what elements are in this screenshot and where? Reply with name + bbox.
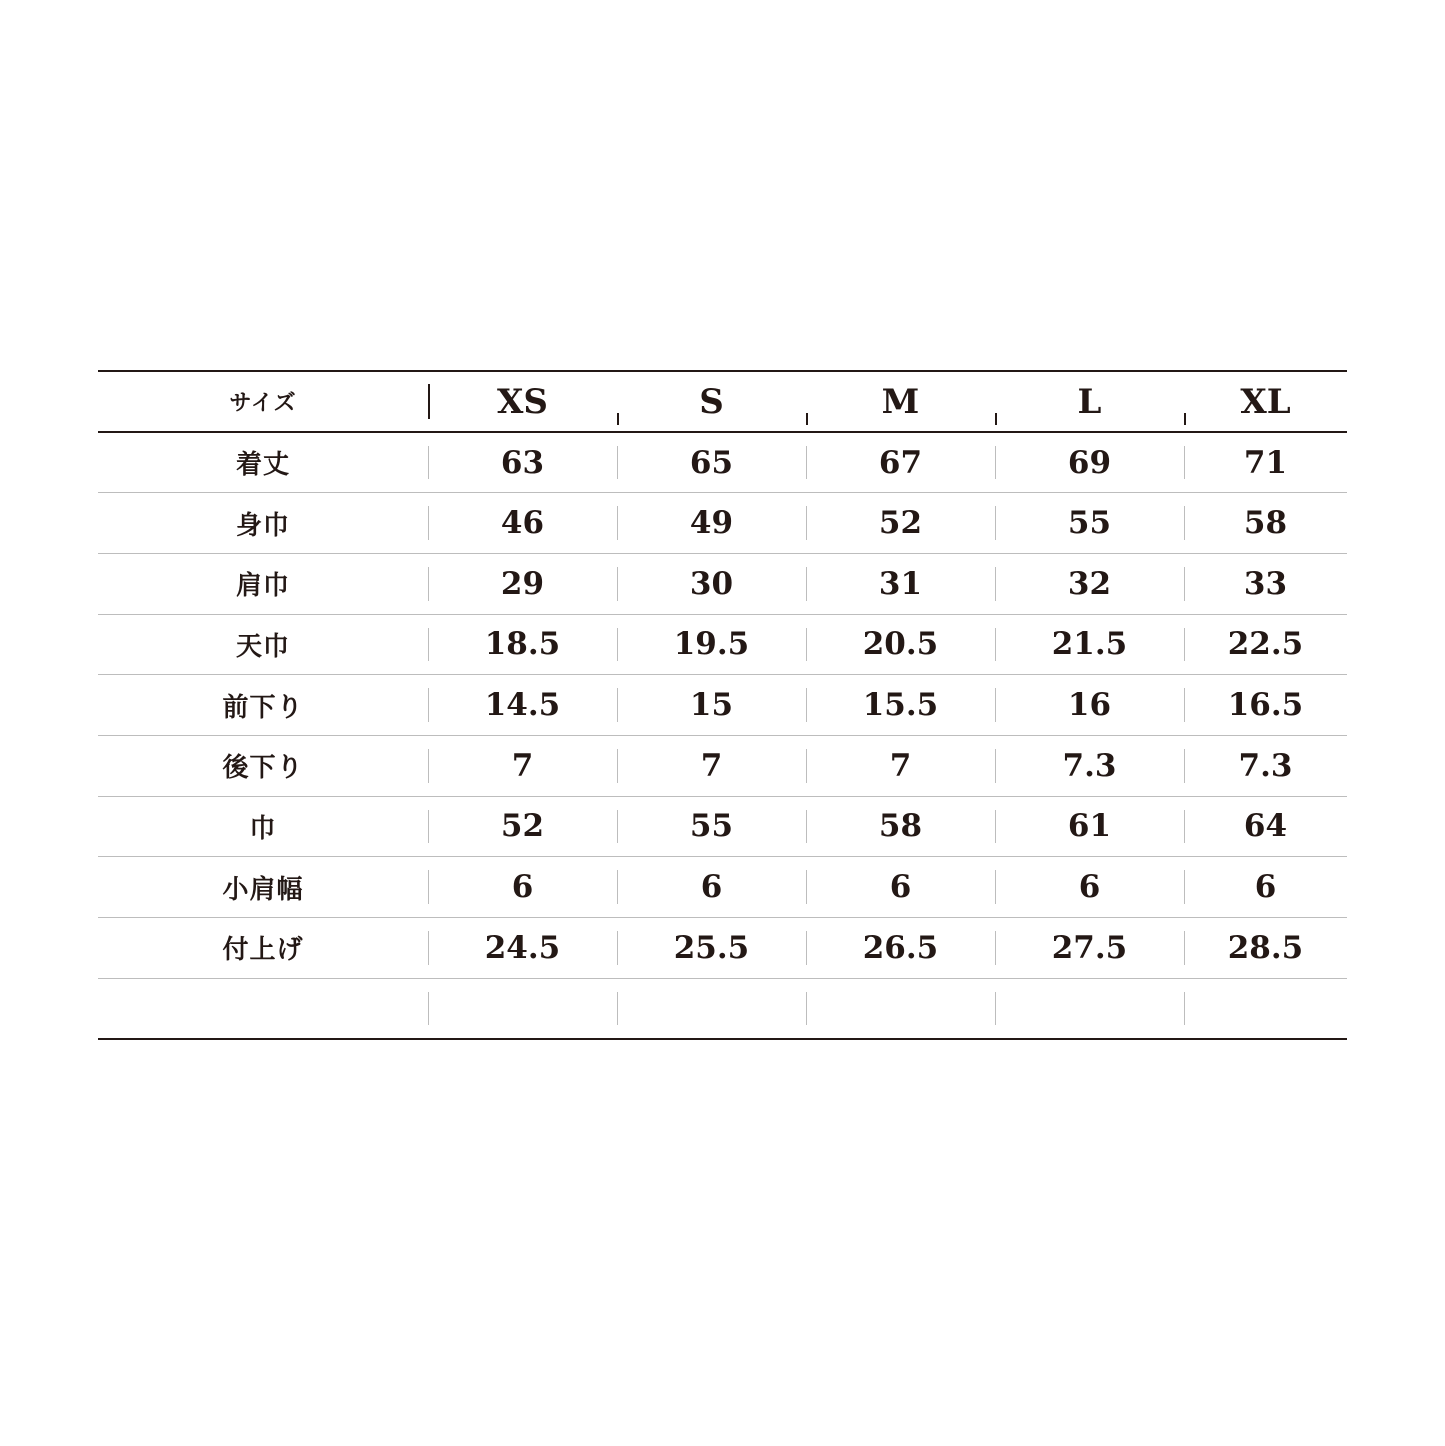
table-cell bbox=[617, 978, 806, 1039]
table-row bbox=[98, 432, 1347, 493]
table-cell: 26.5 bbox=[806, 918, 995, 979]
table-cell: 15.5 bbox=[806, 675, 995, 736]
table-cell: 7 bbox=[617, 735, 806, 796]
table-cell: 7 bbox=[428, 735, 617, 796]
table-cell: 18.5 bbox=[428, 614, 617, 675]
row-label: 巾 bbox=[249, 813, 277, 844]
table-cell: 64 bbox=[1184, 796, 1347, 857]
table-cell: 27.5 bbox=[995, 918, 1184, 979]
table-cell: 69 bbox=[995, 432, 1184, 493]
row-label: 着丈 bbox=[235, 450, 290, 481]
row-label: 小肩幅 bbox=[222, 874, 304, 905]
table-cell: 21.5 bbox=[995, 614, 1184, 675]
table-cell: 61 bbox=[995, 796, 1184, 857]
table-cell: 65 bbox=[617, 432, 806, 493]
table-cell: 71 bbox=[1184, 432, 1347, 493]
table-cell: 52 bbox=[428, 796, 617, 857]
table-cell: 33 bbox=[1184, 553, 1347, 614]
header-row bbox=[98, 371, 1347, 432]
table-cell: 24.5 bbox=[428, 918, 617, 979]
table-cell: 14.5 bbox=[428, 675, 617, 736]
table-cell: 7.3 bbox=[1184, 735, 1347, 796]
size-chart-table bbox=[98, 370, 1347, 1040]
table-cell: 6 bbox=[428, 857, 617, 918]
table-cell bbox=[995, 978, 1184, 1039]
table-cell bbox=[428, 978, 617, 1039]
size-header-xl: XL bbox=[1184, 371, 1347, 432]
table-cell: 25.5 bbox=[617, 918, 806, 979]
table-cell: 55 bbox=[995, 493, 1184, 554]
row-label: 後下り bbox=[222, 753, 304, 784]
table-cell: 6 bbox=[995, 857, 1184, 918]
header-label-size: サイズ bbox=[229, 390, 297, 416]
table-cell: 16.5 bbox=[1184, 675, 1347, 736]
table-row bbox=[98, 735, 1347, 796]
table-cell: 46 bbox=[428, 493, 617, 554]
size-chart-body bbox=[98, 432, 1347, 1039]
size-header-m: M bbox=[806, 371, 995, 432]
table-cell: 63 bbox=[428, 432, 617, 493]
table-cell: 6 bbox=[806, 857, 995, 918]
table-cell: 29 bbox=[428, 553, 617, 614]
row-label: 付上げ bbox=[222, 935, 304, 966]
size-header-s: S bbox=[617, 371, 806, 432]
table-cell bbox=[1184, 978, 1347, 1039]
table-row bbox=[98, 553, 1347, 614]
table-cell: 32 bbox=[995, 553, 1184, 614]
table-cell: 15 bbox=[617, 675, 806, 736]
table-row bbox=[98, 614, 1347, 675]
table-row bbox=[98, 857, 1347, 918]
table-row bbox=[98, 675, 1347, 736]
row-label: 肩巾 bbox=[235, 571, 290, 602]
table-row bbox=[98, 493, 1347, 554]
table-cell: 6 bbox=[1184, 857, 1347, 918]
table-cell: 16 bbox=[995, 675, 1184, 736]
table-cell: 67 bbox=[806, 432, 995, 493]
size-header-xs: XS bbox=[428, 371, 617, 432]
row-label: 前下り bbox=[222, 692, 304, 723]
table-cell: 19.5 bbox=[617, 614, 806, 675]
row-label: 天巾 bbox=[235, 631, 290, 662]
table-cell: 49 bbox=[617, 493, 806, 554]
row-label bbox=[98, 978, 428, 1039]
table-cell: 31 bbox=[806, 553, 995, 614]
table-cell: 22.5 bbox=[1184, 614, 1347, 675]
table-cell: 30 bbox=[617, 553, 806, 614]
table-cell: 20.5 bbox=[806, 614, 995, 675]
table-cell: 52 bbox=[806, 493, 995, 554]
size-header-l: L bbox=[995, 371, 1184, 432]
table-row bbox=[98, 978, 1347, 1039]
table-cell: 55 bbox=[617, 796, 806, 857]
table-row bbox=[98, 796, 1347, 857]
table-cell: 58 bbox=[806, 796, 995, 857]
table-cell: 58 bbox=[1184, 493, 1347, 554]
table-cell: 7.3 bbox=[995, 735, 1184, 796]
table-cell bbox=[806, 978, 995, 1039]
table-row bbox=[98, 918, 1347, 979]
table-cell: 6 bbox=[617, 857, 806, 918]
size-chart-header bbox=[98, 371, 1347, 432]
table-cell: 7 bbox=[806, 735, 995, 796]
row-label: 身巾 bbox=[235, 510, 290, 541]
table-cell: 28.5 bbox=[1184, 918, 1347, 979]
